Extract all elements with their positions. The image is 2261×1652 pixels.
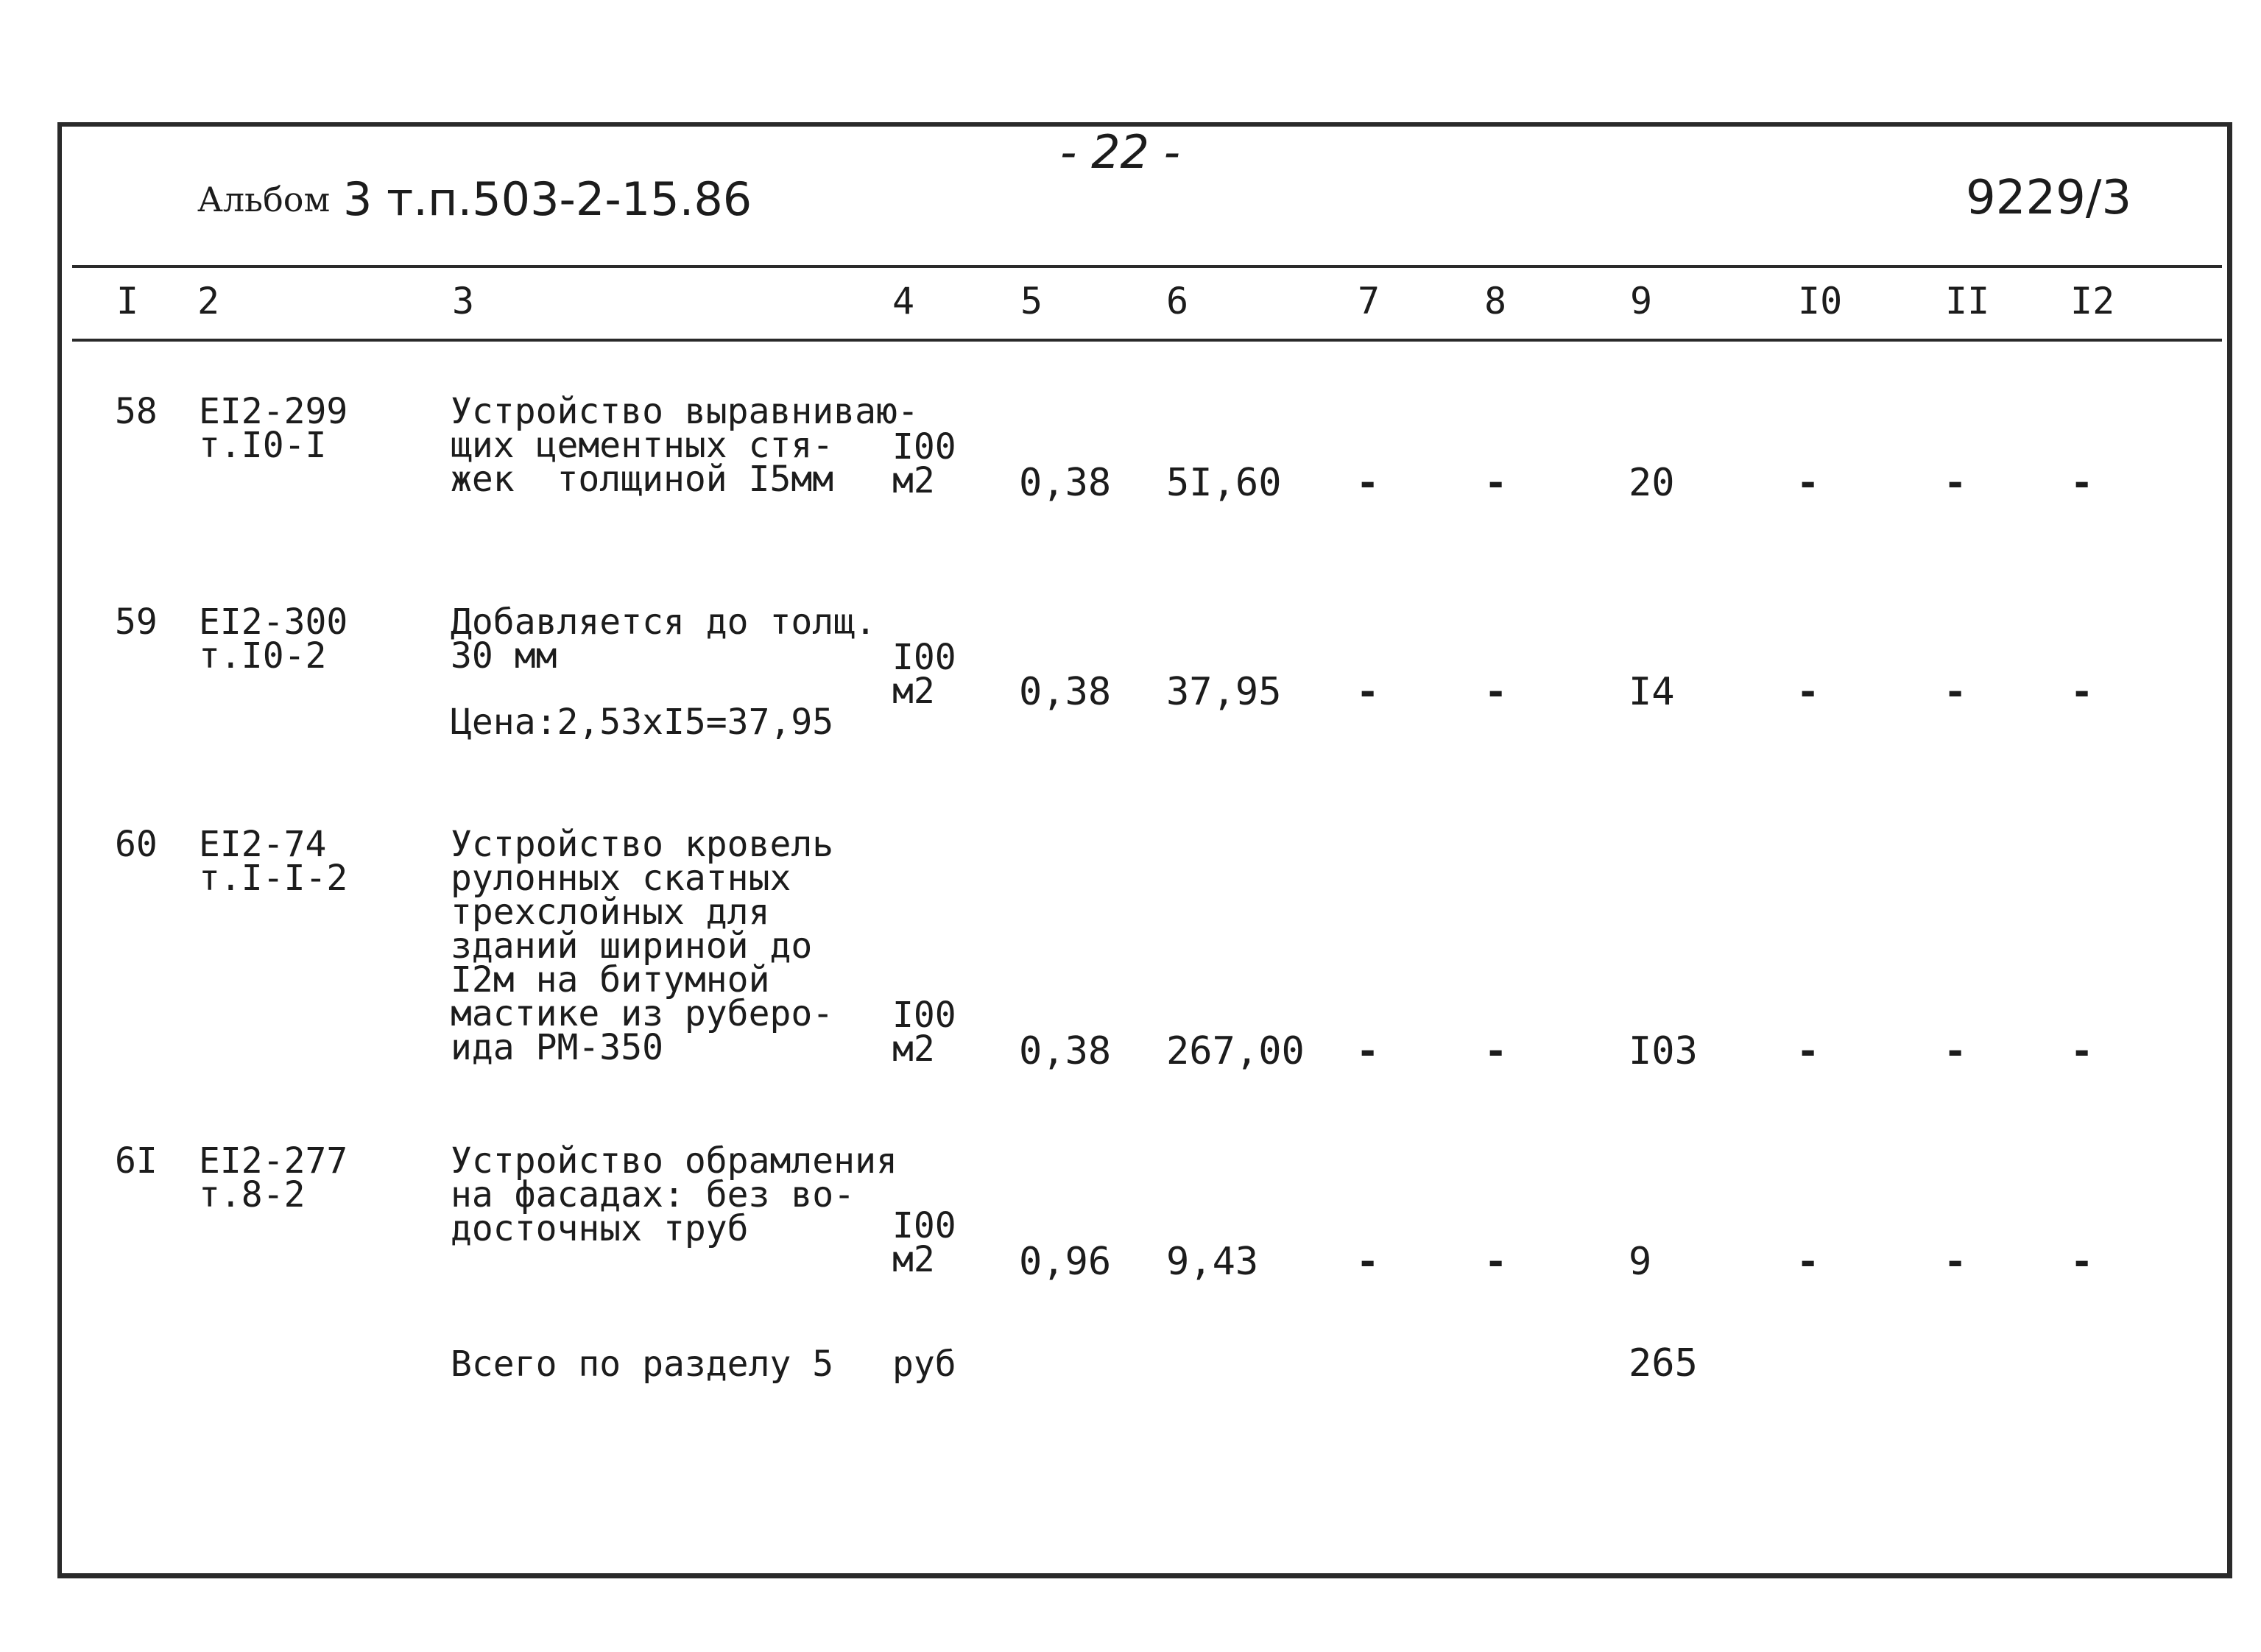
row-col12: - <box>2070 670 2094 714</box>
row-col12: - <box>2070 461 2094 505</box>
row-number: 60 <box>115 824 158 865</box>
row-col9: 20 <box>1629 461 1675 505</box>
row-col5: 0,38 <box>1019 670 1112 714</box>
row-code: EI2-299 т.I0-I <box>199 391 348 466</box>
total-unit: руб <box>892 1344 956 1385</box>
row-unit: I00 м2 <box>892 637 956 712</box>
row-description: Устройство кровель рулонных скатных трехслойных для зданий шириной до I2м на битумной мастике из рубеpo- ида РМ-350 <box>451 824 834 1068</box>
row-col10: - <box>1796 1029 1820 1073</box>
row-col5: 0,38 <box>1019 461 1112 505</box>
row-col11: - <box>1944 670 1967 714</box>
total-value: 265 <box>1629 1341 1698 1386</box>
row-col10: - <box>1796 461 1820 505</box>
row-col8: - <box>1484 670 1508 714</box>
col-header-3: 3 <box>452 280 475 322</box>
row-col7: - <box>1356 670 1380 714</box>
album-label: Альбом <box>197 180 331 219</box>
row-col11: - <box>1944 461 1967 505</box>
col-header-8: 8 <box>1484 280 1507 322</box>
row-col12: - <box>2070 1240 2094 1284</box>
row-col10: - <box>1796 1240 1820 1284</box>
col-header-10: I0 <box>1798 280 1843 322</box>
col-header-11: II <box>1945 280 1990 322</box>
row-col6: 37,95 <box>1166 670 1282 714</box>
row-col5: 0,96 <box>1019 1240 1112 1284</box>
row-col7: - <box>1356 1029 1380 1073</box>
row-col12: - <box>2070 1029 2094 1073</box>
col-header-1: I <box>116 280 139 322</box>
row-col8: - <box>1484 1240 1508 1284</box>
row-code: EI2-300 т.I0-2 <box>199 601 348 677</box>
row-col7: - <box>1356 1240 1380 1284</box>
row-col9: 9 <box>1629 1240 1652 1284</box>
col-header-6: 6 <box>1166 280 1189 322</box>
row-description: Устройство обрамления на фасадах: без во- досточных труб <box>451 1140 897 1249</box>
col-header-5: 5 <box>1020 280 1043 322</box>
row-code: EI2-74 т.I-I-2 <box>199 824 348 899</box>
col-header-9: 9 <box>1630 280 1653 322</box>
row-col7: - <box>1356 461 1380 505</box>
row-col8: - <box>1484 1029 1508 1073</box>
row-col6: 267,00 <box>1166 1029 1305 1073</box>
doc-number: 9229/3 <box>1966 171 2132 225</box>
col-header-2: 2 <box>197 280 220 322</box>
row-col9: I4 <box>1629 670 1675 714</box>
row-number: 6I <box>115 1140 158 1182</box>
header-rule-top <box>72 265 2222 268</box>
row-number: 58 <box>115 391 158 432</box>
row-code: EI2-277 т.8-2 <box>199 1140 348 1215</box>
row-col6: 5I,60 <box>1166 461 1282 505</box>
album-code: 3 т.п.503-2-15.86 <box>343 172 752 226</box>
col-header-12: I2 <box>2070 280 2115 322</box>
row-unit: I00 м2 <box>892 995 956 1070</box>
col-header-7: 7 <box>1358 280 1380 322</box>
row-number: 59 <box>115 601 158 643</box>
row-col10: - <box>1796 670 1820 714</box>
col-header-4: 4 <box>892 280 915 322</box>
row-col9: I03 <box>1629 1029 1698 1073</box>
row-col11: - <box>1944 1240 1967 1284</box>
row-description: Добавляется до толщ. 30 мм <box>451 601 876 677</box>
header-rule-bottom <box>72 339 2222 342</box>
row-col8: - <box>1484 461 1508 505</box>
row-col5: 0,38 <box>1019 1029 1112 1073</box>
row-note: Цена:2,53хI5=37,95 <box>451 702 834 743</box>
row-col11: - <box>1944 1029 1967 1073</box>
row-col6: 9,43 <box>1166 1240 1259 1284</box>
page-number: - 22 - <box>1060 125 1181 179</box>
row-unit: I00 м2 <box>892 1205 956 1280</box>
row-description: Устройство выравниваю- щих цементных стя- жек толщиной I5мм <box>451 391 919 500</box>
row-unit: I00 м2 <box>892 426 956 501</box>
total-label: Всего по разделу 5 <box>451 1344 834 1385</box>
